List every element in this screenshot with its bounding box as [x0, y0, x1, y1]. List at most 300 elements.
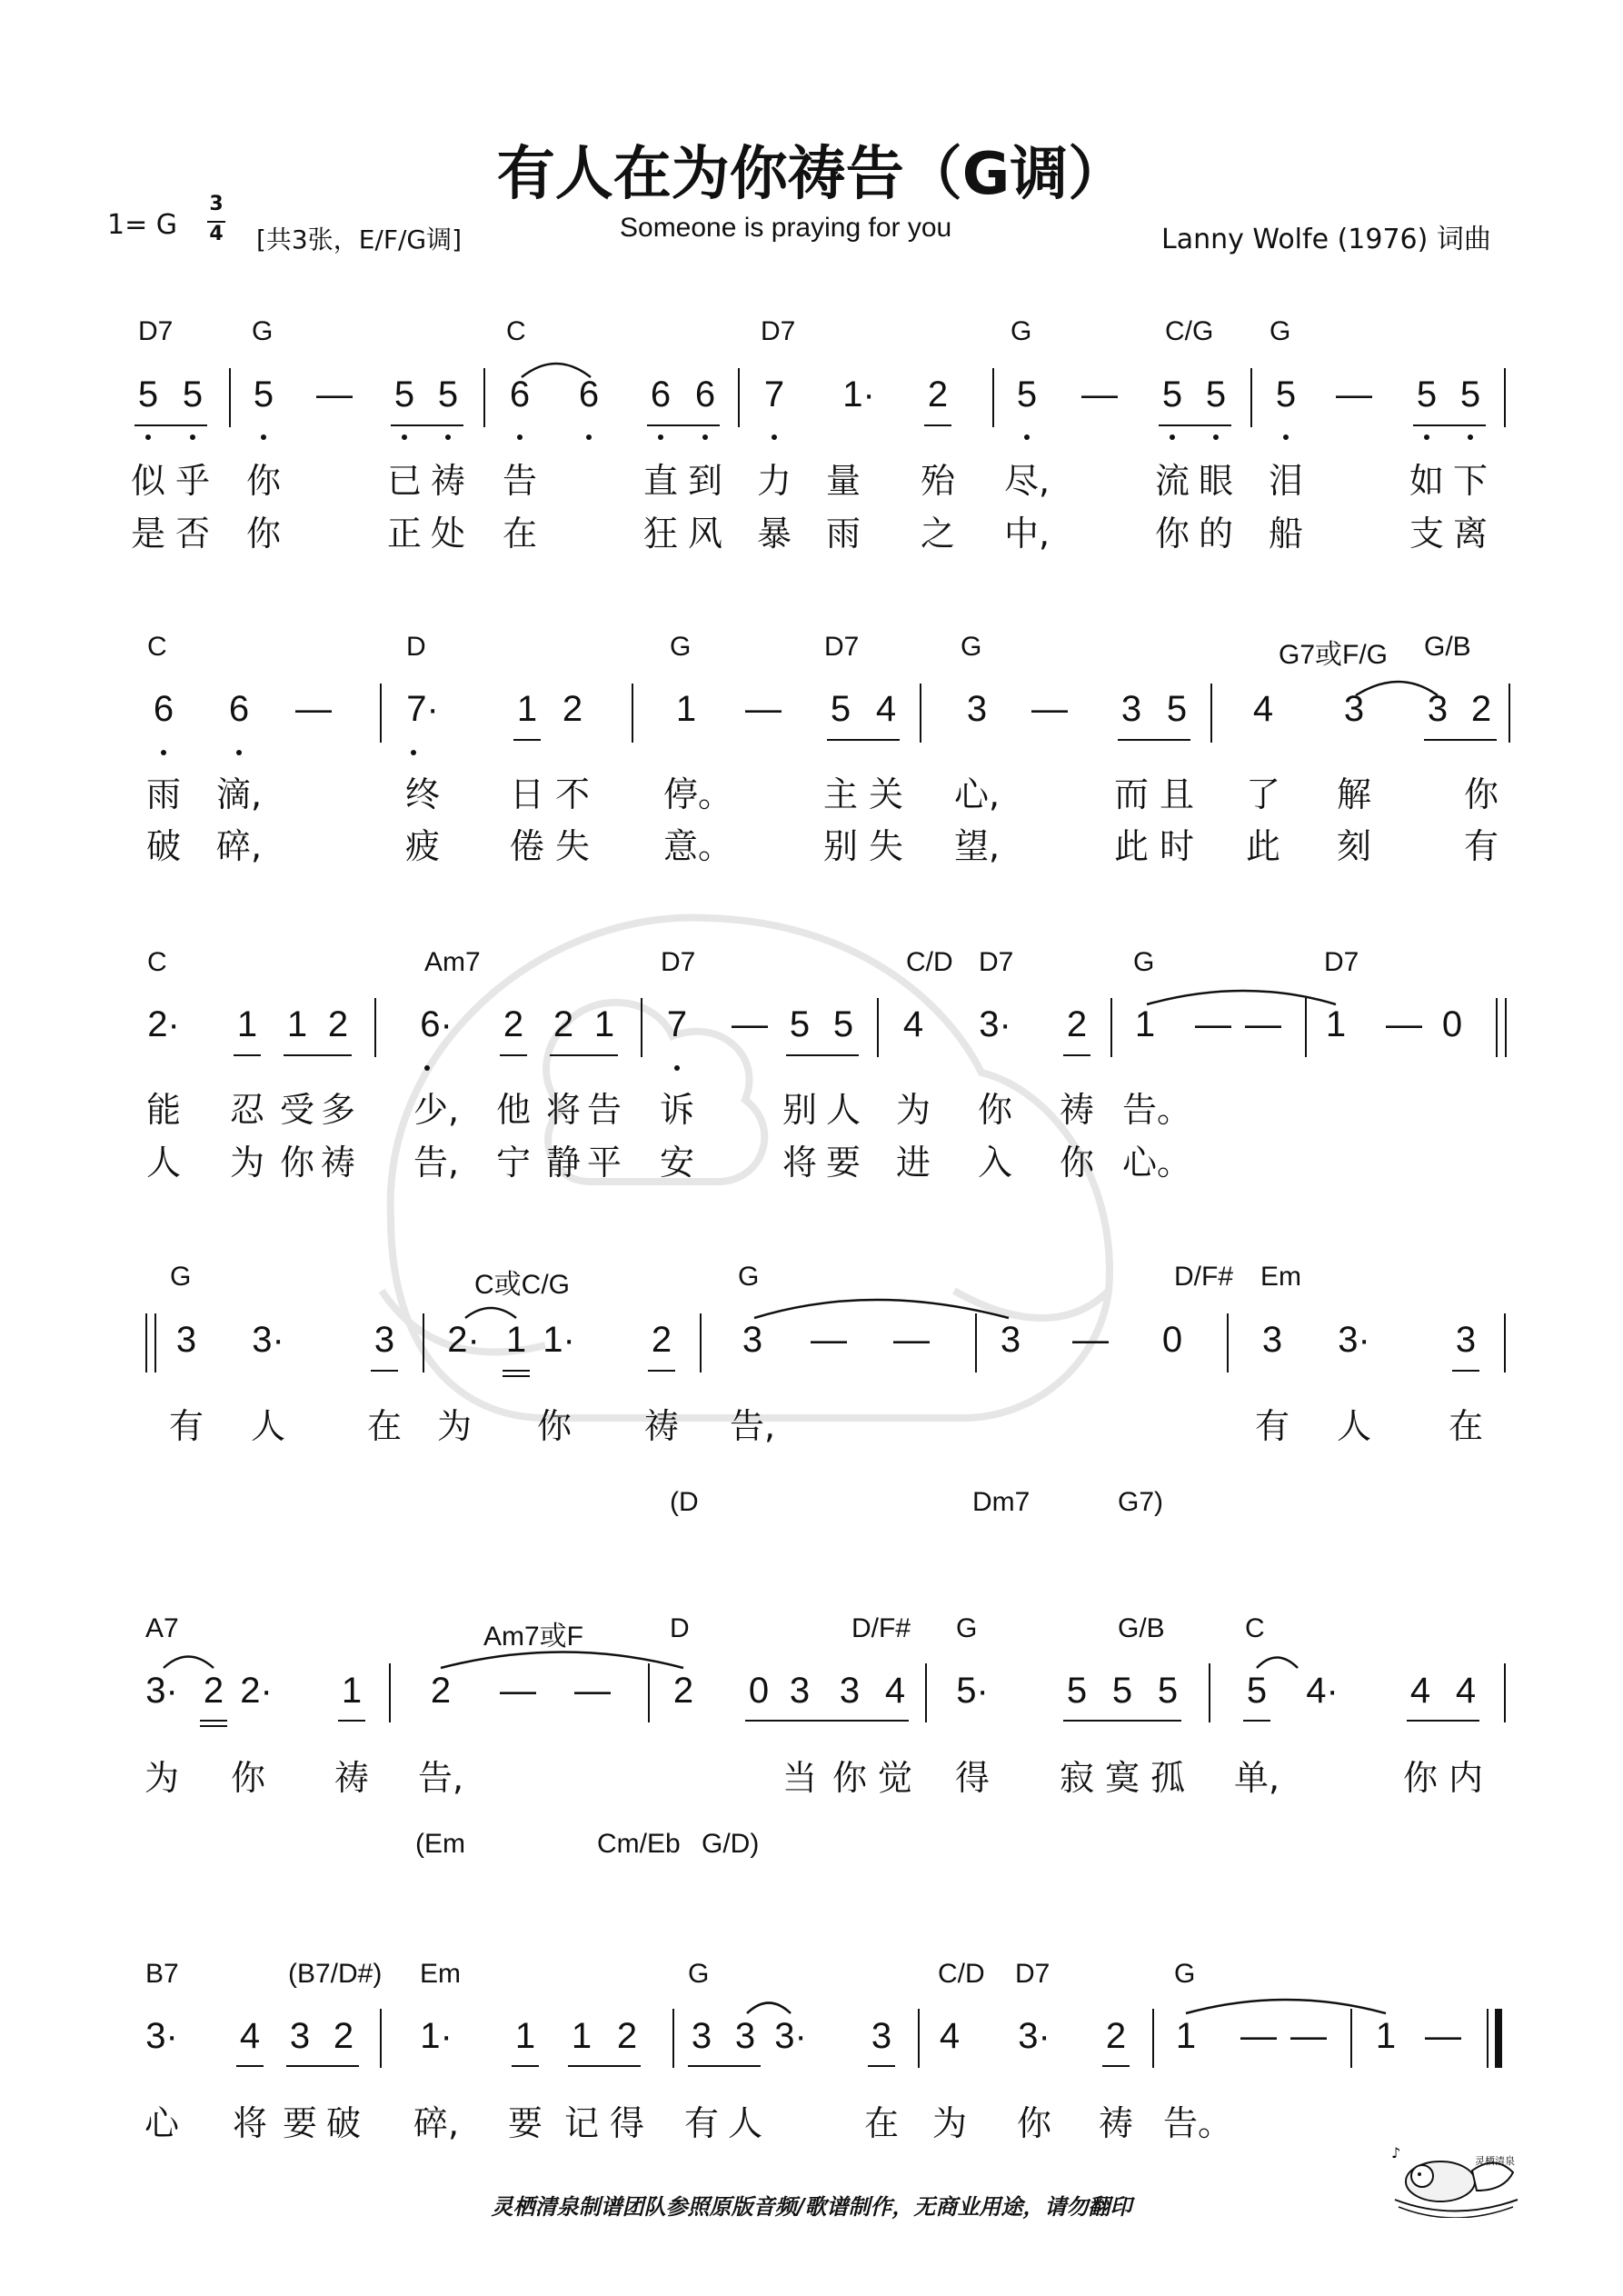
alternate-chord: G7): [1118, 1487, 1164, 1517]
note: 2: [1470, 689, 1492, 729]
lyric-verse-2: 倦: [509, 826, 544, 866]
lyric-verse-1: 似: [130, 461, 165, 501]
note: 7: [666, 1004, 688, 1044]
lyric-verse-1: 停。: [663, 774, 733, 814]
lyric-verse-1: 告: [502, 461, 537, 501]
lyric-verse-2: 暴: [756, 514, 792, 554]
note: 6: [509, 374, 531, 414]
lyric-verse-1: 人: [1336, 1406, 1371, 1446]
lyric-verse-2: 否: [174, 514, 210, 554]
note: 2: [1105, 2016, 1127, 2056]
note: 5: [1205, 374, 1227, 414]
lyric-verse-1: 你: [245, 461, 281, 501]
lyric-verse-2: 离: [1452, 514, 1488, 554]
chord-symbol: G: [956, 1613, 978, 1643]
note: —: [1031, 689, 1068, 729]
lyric-verse-1: 祷: [430, 461, 465, 501]
alternate-chord: Dm7: [972, 1487, 1031, 1517]
note: 1: [1375, 2016, 1397, 2056]
lyric-verse-1: 了: [1245, 774, 1280, 814]
chord-symbol: Am7或F: [483, 1622, 584, 1652]
chord-symbol: D7: [761, 316, 796, 346]
note: 5: [253, 374, 274, 414]
lyric-verse-1: 当: [782, 1758, 817, 1798]
note: 5: [137, 374, 159, 414]
chord-symbol: G: [670, 632, 692, 662]
note: 5: [832, 1004, 854, 1044]
lyric-verse-1: 量: [825, 461, 861, 501]
note: —: [574, 1671, 611, 1711]
chord-symbol: D: [406, 632, 426, 662]
lyric-verse-2: 疲: [404, 826, 440, 866]
note: 4: [875, 689, 897, 729]
lyric-verse-1: 如: [1409, 461, 1444, 501]
note: 1: [516, 689, 538, 729]
chord-symbol: Am7: [424, 947, 481, 977]
lyric-verse-1: 忍: [229, 1090, 264, 1130]
lyric-verse-1: 告: [586, 1090, 622, 1130]
chord-symbol: D7: [138, 316, 174, 346]
lyric-verse-2: 心。: [1122, 1143, 1192, 1183]
lyric-verse-2: 你: [1059, 1143, 1094, 1183]
lyric-verse-1: 将: [232, 2103, 267, 2143]
note: 4: [1252, 689, 1274, 729]
lyric-verse-1: 你: [977, 1090, 1012, 1130]
chord-symbol: C/G: [1165, 316, 1214, 346]
lyric-verse-2: 你: [245, 514, 281, 554]
note: 1: [286, 1004, 308, 1044]
note: 6: [694, 374, 716, 414]
note: 6: [153, 689, 174, 729]
note: 3: [1343, 689, 1365, 729]
lyric-verse-1: 且: [1159, 774, 1194, 814]
lyric-verse-1: 下: [1452, 461, 1488, 501]
note: 2: [503, 1004, 524, 1044]
note: —: [732, 1004, 768, 1044]
chord-symbol: G/B: [1424, 632, 1471, 662]
lyric-verse-1: 心,: [954, 774, 1001, 814]
lyric-verse-2: 祷: [320, 1143, 355, 1183]
lyric-verse-1: 得: [609, 2103, 644, 2143]
lyric-verse-1: 寞: [1104, 1758, 1140, 1798]
alternate-chord: Cm/Eb: [597, 1829, 681, 1859]
lyric-verse-1: 泪: [1268, 461, 1303, 501]
note: 3·: [1018, 2016, 1050, 2056]
note: —: [1072, 1320, 1109, 1360]
lyric-verse-2: 告,: [413, 1143, 460, 1183]
chord-symbol: G: [738, 1262, 760, 1292]
lyric-verse-1: 有: [683, 2103, 719, 2143]
note: 2: [327, 1004, 349, 1044]
note: 5: [789, 1004, 811, 1044]
lyric-verse-1: 你: [536, 1406, 572, 1446]
note: —: [811, 1320, 847, 1360]
lyric-verse-1: 碎,: [413, 2103, 460, 2143]
note: 0: [1441, 1004, 1463, 1044]
chord-symbol: G: [170, 1262, 192, 1292]
logo-text: 灵栖清泉: [1475, 2155, 1515, 2167]
note: —: [1081, 374, 1118, 414]
chord-symbol: C: [147, 947, 167, 977]
chord-symbol: Em: [1260, 1262, 1301, 1292]
note: 5: [182, 374, 204, 414]
note: 2: [333, 2016, 354, 2056]
note: 2: [651, 1320, 672, 1360]
lyric-verse-1: 解: [1336, 774, 1371, 814]
note: 4·: [1306, 1671, 1339, 1711]
note: —: [1425, 2016, 1461, 2056]
sheets-note: [共3张，E/F/G调]: [256, 225, 463, 255]
page-title: 有人在为你祷告（G调）: [496, 141, 1127, 208]
note: —: [893, 1320, 930, 1360]
svg-text:♪: ♪: [1391, 2144, 1401, 2161]
chord-symbol: (B7/D#): [288, 1959, 383, 1989]
lyric-verse-2: 你: [279, 1143, 314, 1183]
note: 0: [1161, 1320, 1183, 1360]
note: 3: [373, 1320, 395, 1360]
lyric-verse-2: 风: [687, 514, 722, 554]
chord-symbol: G: [1133, 947, 1155, 977]
chord-symbol: D7: [661, 947, 696, 977]
lyric-verse-1: 多: [320, 1090, 355, 1130]
lyric-verse-1: 为: [931, 2103, 967, 2143]
lyric-verse-1: 要: [282, 2103, 317, 2143]
lyric-verse-1: 他: [495, 1090, 531, 1130]
lyric-verse-1: 眼: [1198, 461, 1233, 501]
note: 5: [1275, 374, 1297, 414]
note: 3: [734, 2016, 756, 2056]
lyric-verse-1: 在: [863, 2103, 899, 2143]
note: 3·: [1338, 1320, 1370, 1360]
lyric-verse-1: 力: [756, 461, 792, 501]
lyric-verse-1: 将: [545, 1090, 581, 1130]
lyric-verse-2: 望,: [954, 826, 1001, 866]
note: 5: [1459, 374, 1481, 414]
chord-symbol: A7: [145, 1613, 179, 1643]
lyric-verse-1: 终: [404, 774, 440, 814]
lyric-verse-1: 祷: [1059, 1090, 1094, 1130]
note: —: [1240, 2016, 1277, 2056]
note: —: [500, 1671, 536, 1711]
lyric-verse-2: 的: [1198, 514, 1233, 554]
note: 1·: [543, 1320, 575, 1360]
note: 1: [1325, 1004, 1347, 1044]
lyric-verse-1: 为: [436, 1406, 472, 1446]
chord-symbol: G: [252, 316, 274, 346]
note: 3: [289, 2016, 311, 2056]
lyric-verse-1: 雨: [145, 774, 181, 814]
english-subtitle: Someone is praying for you: [620, 213, 952, 243]
lyric-verse-1: 告,: [418, 1758, 464, 1798]
lyric-verse-1: 你: [1016, 2103, 1051, 2143]
lyric-verse-1: 祷: [1098, 2103, 1133, 2143]
chord-symbol: G: [1174, 1959, 1196, 1989]
note: —: [1195, 1004, 1231, 1044]
lyric-verse-1: 告。: [1122, 1090, 1192, 1130]
lyric-verse-1: 你: [230, 1758, 265, 1798]
lyric-verse-2: 此: [1113, 826, 1149, 866]
note: 3: [1427, 689, 1449, 729]
chord-symbol: D: [670, 1613, 690, 1643]
lyric-verse-1: 为: [144, 1758, 179, 1798]
note: 1: [341, 1671, 363, 1711]
note: 3·: [774, 2016, 807, 2056]
note: 1: [1175, 2016, 1197, 2056]
note: 3: [691, 2016, 712, 2056]
lyric-verse-2: 是: [130, 514, 165, 554]
note: 6: [578, 374, 600, 414]
lyric-verse-2: 人: [145, 1143, 181, 1183]
lyric-verse-1: 关: [868, 774, 903, 814]
note: 1·: [420, 2016, 453, 2056]
lyric-verse-1: 人: [825, 1090, 861, 1130]
lyric-verse-2: 别: [822, 826, 858, 866]
chord-symbol: B7: [145, 1959, 179, 1989]
lyric-verse-1: 别: [782, 1090, 817, 1130]
note: 1: [593, 1004, 615, 1044]
note: 2: [616, 2016, 638, 2056]
lyric-verse-2: 正: [386, 514, 422, 554]
note: 0: [748, 1671, 770, 1711]
note: 4: [1455, 1671, 1477, 1711]
note: 2: [927, 374, 949, 414]
note: 4: [884, 1671, 906, 1711]
note: 7·: [406, 689, 439, 729]
note: —: [1290, 2016, 1327, 2056]
lyric-verse-2: 静: [545, 1143, 581, 1183]
lyric-verse-1: 祷: [643, 1406, 679, 1446]
lyric-verse-2: 时: [1159, 826, 1194, 866]
lyric-verse-1: 在: [366, 1406, 402, 1446]
note: 1·: [842, 374, 875, 414]
key-signature: 1= G: [107, 209, 178, 241]
chord-symbol: C/D: [906, 947, 953, 977]
note: 3: [742, 1320, 763, 1360]
note: —: [1336, 374, 1372, 414]
note: —: [1386, 1004, 1422, 1044]
lyric-verse-2: 中,: [1004, 514, 1050, 554]
note: 7: [763, 374, 785, 414]
note: 5: [1066, 1671, 1088, 1711]
lyric-verse-1: 要: [507, 2103, 543, 2143]
lyric-verse-1: 得: [954, 1758, 990, 1798]
note: 5: [1416, 374, 1438, 414]
lyric-verse-1: 人: [250, 1406, 285, 1446]
note: 2: [553, 1004, 574, 1044]
chord-symbol: G: [1270, 316, 1291, 346]
note: 3·: [252, 1320, 284, 1360]
lyric-verse-2: 入: [977, 1143, 1012, 1183]
lyric-verse-2: 平: [586, 1143, 622, 1183]
lyric-verse-1: 能: [145, 1090, 181, 1130]
note: 5: [437, 374, 459, 414]
note: 1: [571, 2016, 592, 2056]
note: 5: [1246, 1671, 1268, 1711]
chord-symbol: D/F#: [1174, 1262, 1234, 1292]
lyric-verse-1: 内: [1448, 1758, 1483, 1798]
note: 3: [1120, 689, 1142, 729]
lyric-verse-1: 觉: [877, 1758, 912, 1798]
note: 3: [175, 1320, 197, 1360]
chord-symbol: G7或F/G: [1279, 640, 1389, 670]
lyric-verse-1: 受: [279, 1090, 314, 1130]
lyric-verse-1: 直: [642, 461, 678, 501]
time-signature-top: 3: [209, 193, 224, 215]
lyric-verse-2: 之: [920, 514, 955, 554]
chord-symbol: D7: [1015, 1959, 1050, 1989]
lyric-verse-1: 破: [325, 2103, 361, 2143]
note: 1: [236, 1004, 258, 1044]
note: 3·: [979, 1004, 1011, 1044]
note: 1: [675, 689, 697, 729]
note: 6: [650, 374, 672, 414]
note: 5: [1161, 374, 1183, 414]
note: 2: [430, 1671, 452, 1711]
note: 3: [1000, 1320, 1021, 1360]
note: 4: [939, 2016, 961, 2056]
lyric-verse-1: 记: [563, 2103, 599, 2143]
note: 2: [1066, 1004, 1088, 1044]
lyric-verse-2: 进: [895, 1143, 931, 1183]
alternate-chord: (Em: [415, 1829, 465, 1859]
note: 4: [902, 1004, 924, 1044]
lyric-verse-2: 此: [1245, 826, 1280, 866]
lyric-verse-1: 滴,: [216, 774, 263, 814]
lyric-verse-1: 尽,: [1004, 461, 1050, 501]
lyric-verse-1: 寂: [1059, 1758, 1094, 1798]
note: 4: [1409, 1671, 1431, 1711]
chord-symbol: G/B: [1118, 1613, 1165, 1643]
lyric-verse-1: 你: [1402, 1758, 1438, 1798]
note: 5: [1016, 374, 1038, 414]
lyric-verse-1: 心: [144, 2103, 179, 2143]
lyric-verse-1: 到: [687, 461, 722, 501]
note: 2: [203, 1671, 224, 1711]
note: 2·: [447, 1320, 480, 1360]
lyric-verse-1: 主: [822, 774, 858, 814]
note: 6·: [420, 1004, 453, 1044]
lyric-verse-2: 失: [554, 826, 590, 866]
lyric-verse-1: 有: [168, 1406, 204, 1446]
chord-symbol: D7: [1324, 947, 1359, 977]
note: 4: [239, 2016, 261, 2056]
lyric-verse-1: 流: [1154, 461, 1190, 501]
lyric-verse-2: 支: [1409, 514, 1444, 554]
note: —: [745, 689, 782, 729]
lyric-verse-1: 祷: [334, 1758, 369, 1798]
note: 3: [871, 2016, 892, 2056]
chord-symbol: C: [506, 316, 526, 346]
note: 2·: [147, 1004, 180, 1044]
note: 3·: [145, 2016, 178, 2056]
note: 3: [789, 1671, 811, 1711]
chord-symbol: Em: [420, 1959, 461, 1989]
chord-symbol: C/D: [938, 1959, 985, 1989]
chord-symbol: C: [1245, 1613, 1265, 1643]
note: 5·: [956, 1671, 989, 1711]
lyric-verse-2: 失: [868, 826, 903, 866]
lyric-verse-1: 告,: [730, 1406, 776, 1446]
lyric-verse-1: 单,: [1234, 1758, 1280, 1798]
lyric-verse-1: 你: [831, 1758, 867, 1798]
lyric-verse-1: 人: [727, 2103, 762, 2143]
lyric-verse-2: 碎,: [216, 826, 263, 866]
lyric-verse-2: 破: [145, 826, 181, 866]
lyric-verse-2: 意。: [663, 826, 733, 866]
lyric-verse-1: 殆: [920, 461, 955, 501]
lyric-verse-1: 有: [1254, 1406, 1289, 1446]
lyric-verse-1: 告。: [1163, 2103, 1233, 2143]
lyric-verse-1: 不: [554, 774, 590, 814]
note: 5: [1111, 1671, 1133, 1711]
lyric-verse-1: 日: [509, 774, 544, 814]
note: 1: [514, 2016, 536, 2056]
note: 5: [1157, 1671, 1179, 1711]
chord-symbol: D7: [824, 632, 860, 662]
chord-symbol: D/F#: [851, 1613, 911, 1643]
lyric-verse-2: 你: [1154, 514, 1190, 554]
sheep-logo-icon: [1386, 2136, 1522, 2218]
note: —: [295, 689, 332, 729]
chord-symbol: G: [961, 632, 982, 662]
lyric-verse-2: 在: [502, 514, 537, 554]
note: 5: [1166, 689, 1188, 729]
lyric-verse-2: 宁: [495, 1143, 531, 1183]
lyric-verse-1: 为: [895, 1090, 931, 1130]
note: 3: [966, 689, 988, 729]
lyric-verse-2: 船: [1268, 514, 1303, 554]
lyric-verse-2: 安: [659, 1143, 694, 1183]
time-signature-bottom: 4: [209, 223, 224, 245]
composer: Lanny Wolfe (1976) 词曲: [1161, 224, 1491, 255]
lyric-verse-2: 狂: [642, 514, 678, 554]
note: 3: [1455, 1320, 1477, 1360]
chord-symbol: C: [147, 632, 167, 662]
lyric-verse-2: 将: [782, 1143, 817, 1183]
note: 5: [393, 374, 415, 414]
note: 3: [1261, 1320, 1283, 1360]
alternate-chord: G/D): [702, 1829, 760, 1859]
note: 2·: [240, 1671, 273, 1711]
note: 1: [1134, 1004, 1156, 1044]
note: 2: [672, 1671, 694, 1711]
alternate-chord: (D: [670, 1487, 699, 1517]
lyric-verse-1: 乎: [174, 461, 210, 501]
lyric-verse-2: 为: [229, 1143, 264, 1183]
chord-symbol: D7: [979, 947, 1014, 977]
lyric-verse-1: 你: [1463, 774, 1499, 814]
lyric-verse-1: 而: [1113, 774, 1149, 814]
note: —: [1245, 1004, 1281, 1044]
lyric-verse-1: 孤: [1150, 1758, 1185, 1798]
lyric-verse-1: 诉: [659, 1090, 694, 1130]
lyric-verse-1: 少,: [413, 1090, 460, 1130]
lyric-verse-1: 在: [1448, 1406, 1483, 1446]
chord-symbol: C或C/G: [474, 1270, 570, 1300]
note: —: [316, 374, 353, 414]
chord-symbol: G: [688, 1959, 710, 1989]
lyric-verse-2: 要: [825, 1143, 861, 1183]
note: 6: [228, 689, 250, 729]
chord-symbol: G: [1011, 316, 1032, 346]
lyric-verse-2: 刻: [1336, 826, 1371, 866]
lyric-verse-2: 有: [1463, 826, 1499, 866]
lyric-verse-2: 雨: [825, 514, 861, 554]
note: 5: [830, 689, 851, 729]
lyric-verse-1: 已: [386, 461, 422, 501]
copyright-footer: 灵栖清泉制谱团队参照原版音频/歌谱制作，无商业用途，请勿翻印: [491, 2193, 1132, 2220]
lyric-verse-2: 处: [430, 514, 465, 554]
